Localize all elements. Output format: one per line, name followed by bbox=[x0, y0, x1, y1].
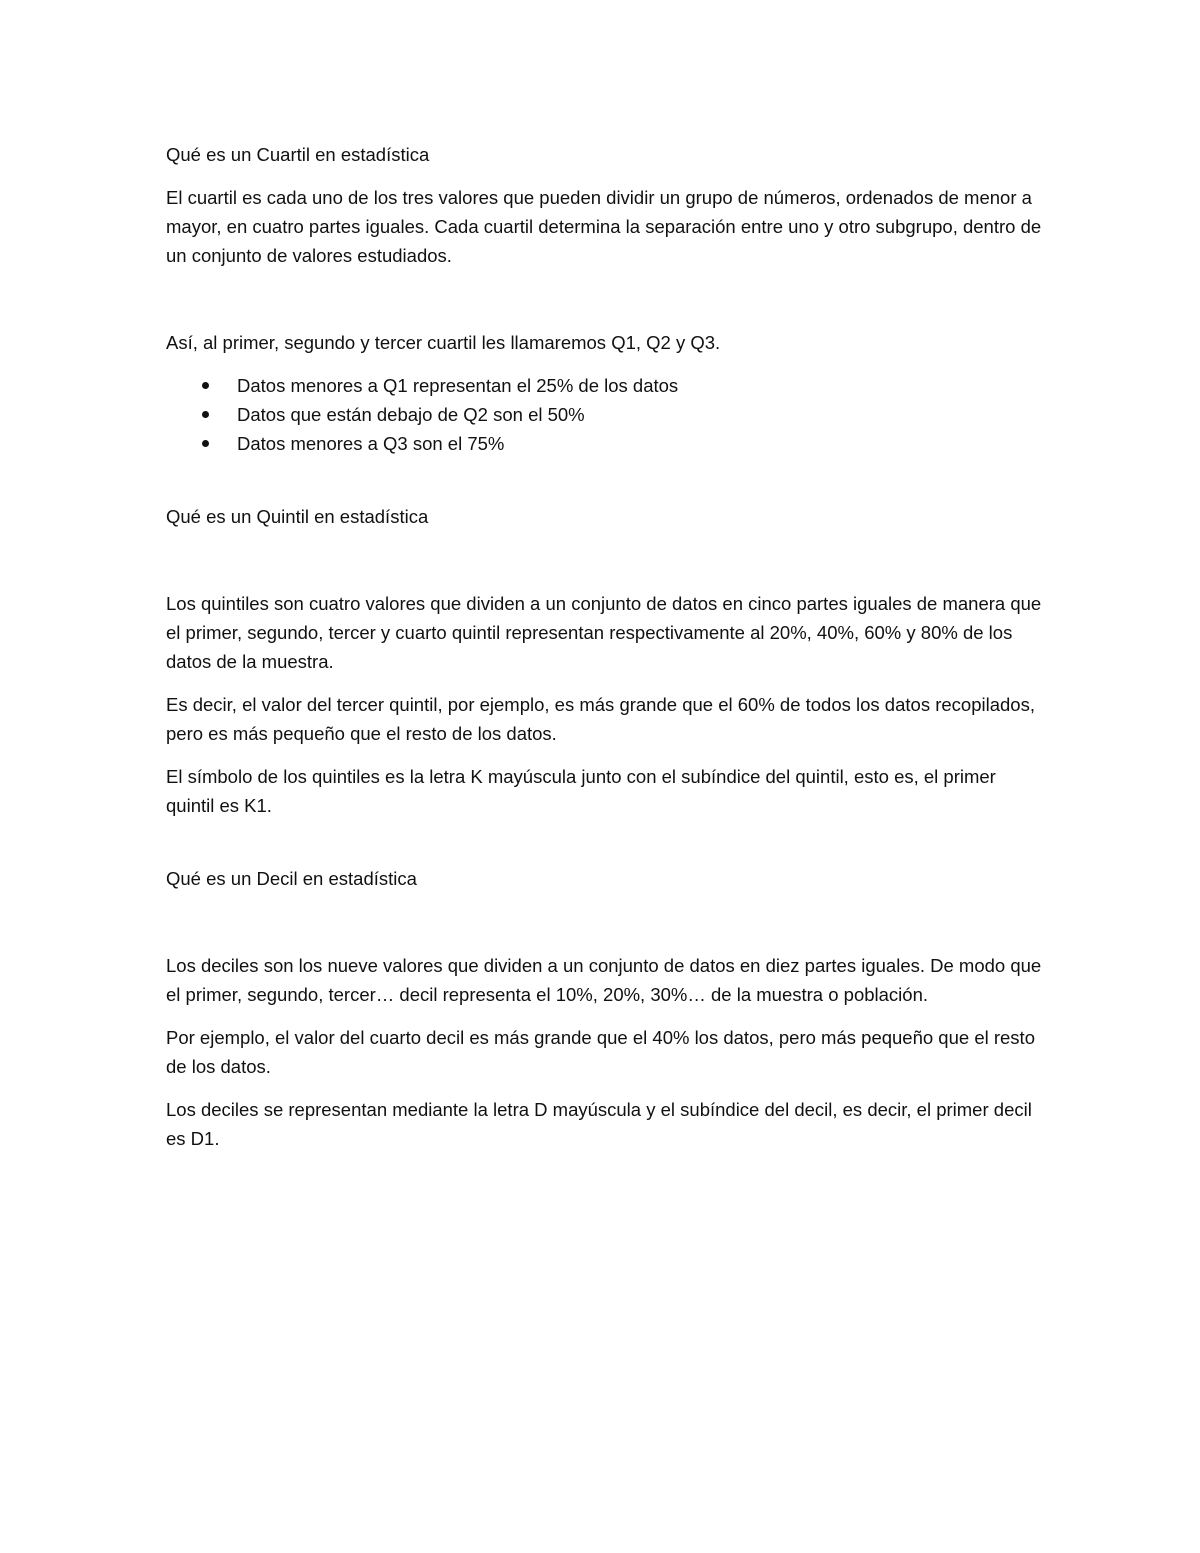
list-item-text: Datos menores a Q3 son el 75% bbox=[237, 433, 505, 454]
cuartil-heading: Qué es un Cuartil en estadística bbox=[166, 144, 430, 165]
decil-paragraph-1: Los deciles son los nueve valores que dividen a un conjunto de datos en diez partes iguales. De modo que el primer, segundo, tercer… decil representa el 10%, 20%, 30%… de la muestra o población. bbox=[166, 955, 1042, 1005]
list-item-text: Datos que están debajo de Q2 son el 50% bbox=[237, 404, 585, 425]
bullet-icon bbox=[202, 382, 209, 389]
decil-paragraph-3: Los deciles se representan mediante la letra D mayúscula y el subíndice del decil, es decir, el primer decil es D1. bbox=[166, 1099, 1032, 1149]
cuartil-bullet-list bbox=[166, 371, 1046, 458]
decil-paragraph-2: Por ejemplo, el valor del cuarto decil es más grande que el 40% los datos, pero más pequeño que el resto de los datos. bbox=[166, 1027, 1035, 1077]
cuartil-paragraph-1: El cuartil es cada uno de los tres valores que pueden dividir un grupo de números, ordenados de menor a mayor, en cuatro partes iguales. Cada cuartil determina la separación entre uno y otro subgrupo, dentro de un conjunto de valores estudiados. bbox=[166, 187, 1042, 266]
bullet-icon bbox=[202, 440, 209, 447]
list-item bbox=[166, 400, 1046, 429]
quintil-paragraph-3: El símbolo de los quintiles es la letra K mayúscula junto con el subíndice del quintil, esto es, el primer quintil es K1. bbox=[166, 766, 996, 816]
bullet-icon bbox=[202, 411, 209, 418]
quintil-paragraph-2: Es decir, el valor del tercer quintil, por ejemplo, es más grande que el 60% de todos los datos recopilados, pero es más pequeño que el resto de los datos. bbox=[166, 694, 1035, 744]
quintil-heading: Qué es un Quintil en estadística bbox=[166, 506, 429, 527]
list-item bbox=[166, 429, 1046, 458]
list-item-text: Datos menores a Q1 representan el 25% de los datos bbox=[237, 375, 679, 396]
list-item bbox=[166, 371, 1046, 400]
decil-heading: Qué es un Decil en estadística bbox=[166, 868, 417, 889]
cuartil-paragraph-2: Así, al primer, segundo y tercer cuartil les llamaremos Q1, Q2 y Q3. bbox=[166, 332, 721, 353]
quintil-paragraph-1: Los quintiles son cuatro valores que dividen a un conjunto de datos en cinco partes iguales de manera que el primer, segundo, tercer y cuarto quintil representan respectivamente al 20%, 40%, 60% y 80% de los datos de la muestra. bbox=[166, 593, 1042, 672]
document-body bbox=[166, 140, 1046, 1153]
